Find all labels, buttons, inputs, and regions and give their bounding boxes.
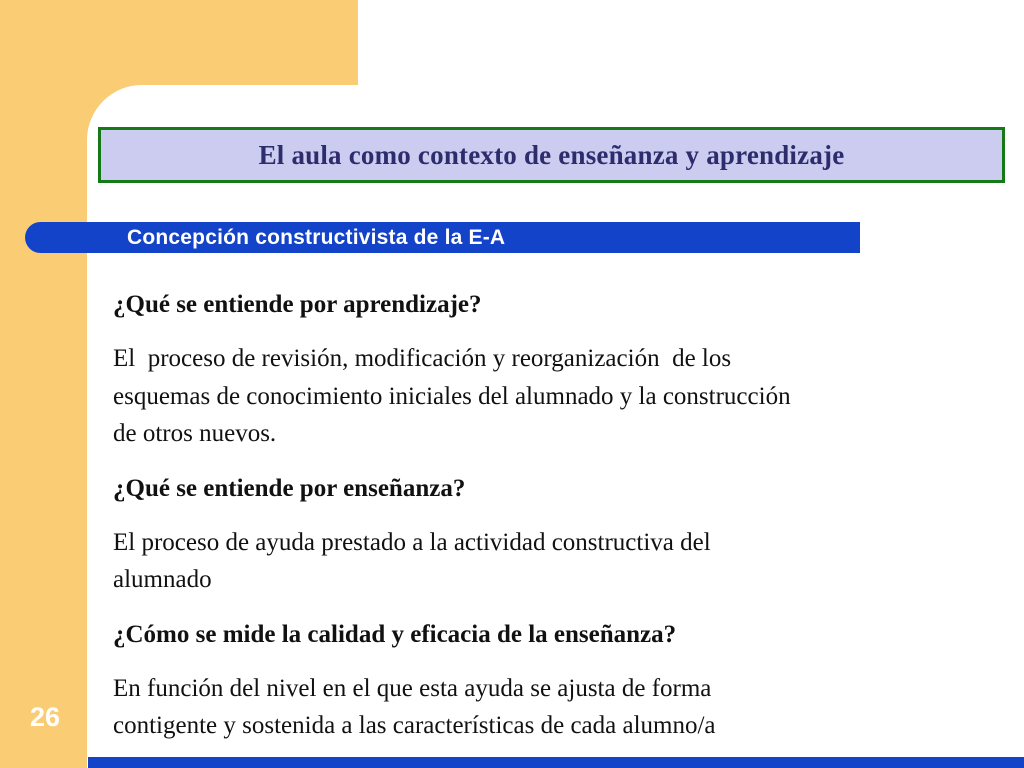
answer-line: En función del nivel en el que esta ayuda se ajusta de forma bbox=[113, 674, 712, 702]
slide-title: El aula como contexto de enseñanza y aprendizaje bbox=[258, 139, 845, 170]
answer-line: esquemas de conocimiento iniciales del alumnado y la construcción bbox=[113, 382, 791, 410]
question-calidad: ¿Cómo se mide la calidad y eficacia de la enseñanza? bbox=[113, 620, 677, 648]
answer-line: contigente y sostenida a las características de cada alumno/a bbox=[113, 712, 716, 739]
answer-aprendizaje bbox=[113, 340, 993, 453]
bottom-accent-bar bbox=[88, 757, 1024, 768]
answer-line: El proceso de revisión, modificación y reorganización de los bbox=[113, 345, 732, 372]
section-banner bbox=[25, 222, 860, 253]
question-ensenanza: ¿Qué se entiende por enseñanza? bbox=[113, 474, 466, 502]
page-number: 26 bbox=[29, 702, 61, 732]
question-aprendizaje: ¿Qué se entiende por aprendizaje? bbox=[113, 291, 482, 318]
answer-line: alumnado bbox=[113, 566, 212, 593]
section-banner-label: Concepción constructivista de la E-A bbox=[127, 225, 506, 249]
answer-ensenanza bbox=[113, 524, 993, 599]
answer-line: de otros nuevos. bbox=[113, 420, 277, 447]
slide-body bbox=[113, 286, 993, 762]
answer-line: El proceso de ayuda prestado a la actividad constructiva del bbox=[113, 528, 711, 556]
slide-title-box bbox=[98, 127, 1005, 183]
answer-calidad bbox=[113, 670, 993, 745]
